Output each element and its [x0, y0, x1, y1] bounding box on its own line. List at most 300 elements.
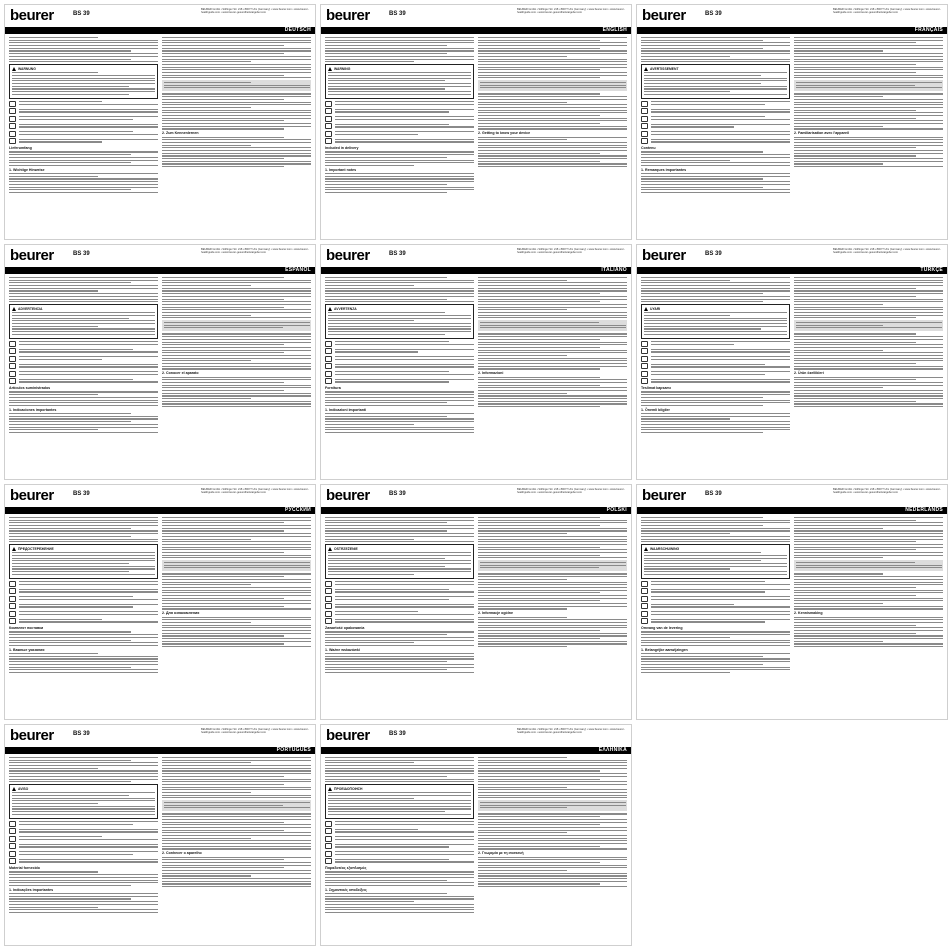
text-line: [794, 617, 943, 618]
text-line: [162, 865, 311, 866]
text-line: [478, 606, 627, 607]
language-bar: [321, 27, 631, 34]
text-line: [478, 110, 627, 111]
text-line: [162, 352, 284, 353]
text-line: [12, 312, 155, 313]
text-line: [794, 528, 883, 529]
text-line: [9, 290, 98, 291]
text-line: [335, 604, 474, 605]
symbol-row: [641, 108, 790, 114]
text-line: [19, 139, 158, 140]
text-line: [325, 645, 474, 646]
text-line: [162, 541, 311, 542]
symbol-icon: [9, 108, 16, 114]
text-line: [325, 397, 474, 398]
text-line: [12, 326, 98, 327]
left-column: [9, 517, 158, 716]
text-line: [328, 94, 471, 95]
text-line: [328, 331, 471, 332]
symbol-row: [641, 588, 790, 594]
language-bar: [5, 747, 315, 754]
text-line: [478, 293, 600, 294]
text-line: [325, 181, 474, 182]
text-line: [478, 40, 600, 41]
section-heading: Комплект поставки: [9, 625, 44, 630]
text-line: [478, 555, 600, 556]
text-line: [478, 280, 567, 281]
text-line: [162, 363, 311, 364]
symbol-row: [641, 596, 790, 602]
section-heading: 2. Informazioni: [478, 371, 504, 376]
text-line: [478, 406, 600, 407]
text-line: [164, 82, 252, 83]
text-line: [478, 307, 627, 308]
text-line: [162, 104, 311, 105]
text-line: [19, 596, 133, 597]
language-label: ΕΛΛΗΝΙΚΑ: [598, 747, 627, 753]
language-bar: [321, 267, 631, 274]
symbol-row: [9, 341, 158, 347]
warning-triangle-icon: [644, 547, 648, 551]
text-line: [478, 72, 627, 73]
text-line: [641, 165, 790, 166]
warning-triangle-icon: [328, 67, 332, 71]
text-line: [478, 37, 627, 38]
text-line: [325, 656, 474, 657]
text-line: [9, 151, 158, 152]
text-line: [641, 522, 790, 523]
text-line: [478, 166, 627, 167]
text-line: [641, 151, 763, 152]
text-line: [12, 568, 155, 569]
text-line: [335, 821, 474, 822]
left-column: [325, 757, 474, 942]
text-line: [478, 382, 627, 383]
language-bar: [321, 507, 631, 514]
text-line: [9, 165, 158, 166]
section-heading: Lieferumfang: [9, 145, 32, 150]
text-line: [19, 614, 158, 615]
text-line: [794, 385, 943, 386]
text-line: [19, 829, 158, 830]
symbol-row: [325, 363, 474, 369]
text-line: [335, 851, 474, 852]
warning-box: [641, 544, 790, 579]
text-line: [641, 530, 790, 531]
text-line: [12, 86, 129, 87]
text-line: [644, 83, 761, 84]
symbol-row: [641, 603, 790, 609]
symbol-icon: [325, 116, 332, 122]
warning-label: WARNING: [334, 66, 351, 71]
text-line: [335, 124, 449, 125]
symbol-row: [9, 828, 158, 834]
text-line: [478, 773, 627, 774]
text-line: [162, 102, 311, 103]
panel-header: [637, 245, 947, 267]
text-line: [651, 619, 790, 620]
language-bar: [5, 267, 315, 274]
text-line: [162, 539, 251, 540]
text-line: [162, 307, 284, 308]
text-line: [480, 567, 600, 568]
text-line: [478, 827, 627, 828]
text-line: [794, 352, 943, 353]
symbol-icon: [325, 356, 332, 362]
text-line: [478, 760, 627, 761]
text-line: [796, 87, 942, 88]
text-line: [651, 351, 790, 352]
text-line: [794, 137, 943, 138]
left-column: [325, 37, 474, 236]
text-line: [162, 787, 311, 788]
company-address: BEURER GmbH • Söflinger Str. 218 • 89077 Ulm (Germany) • www.beurer.com • www.beurer-healthguide.com • www.beurer-gesundheitsratgeber.com: [517, 8, 625, 15]
text-line: [651, 126, 734, 127]
text-line: [162, 126, 311, 127]
text-line: [794, 530, 943, 531]
text-line: [478, 377, 600, 378]
text-line: [644, 552, 761, 553]
text-line: [19, 109, 158, 110]
text-line: [651, 366, 790, 367]
text-line: [335, 591, 474, 592]
text-line: [12, 328, 155, 329]
symbol-row: [641, 371, 790, 377]
text-line: [651, 349, 790, 350]
text-line: [478, 592, 600, 593]
symbol-row: [325, 603, 474, 609]
text-line: [162, 592, 311, 593]
text-line: [325, 45, 447, 46]
warning-header: [12, 67, 155, 71]
text-line: [651, 101, 790, 102]
text-line: [478, 576, 627, 577]
symbol-icon: [641, 123, 648, 129]
brand-logo: beurer: [642, 7, 686, 24]
language-panel-7: [320, 484, 632, 720]
left-column: [9, 37, 158, 236]
warning-label: AVERTISSEMENT: [650, 66, 679, 71]
text-line: [641, 517, 763, 518]
text-line: [9, 421, 131, 422]
text-line: [162, 873, 311, 874]
text-line: [644, 563, 787, 564]
text-line: [794, 309, 943, 310]
text-line: [644, 80, 787, 81]
text-line: [164, 327, 284, 328]
text-line: [641, 637, 730, 638]
warning-box: [325, 784, 474, 819]
text-line: [325, 762, 414, 763]
text-line: [162, 342, 311, 343]
text-line: [162, 312, 311, 313]
symbol-row: [9, 138, 158, 144]
text-line: [651, 134, 790, 135]
language-bar: [5, 507, 315, 514]
text-columns: [637, 34, 947, 239]
text-line: [325, 773, 474, 774]
symbol-icon: [9, 123, 16, 129]
text-line: [9, 533, 158, 534]
text-line: [478, 878, 627, 879]
text-line: [162, 840, 311, 841]
text-line: [162, 96, 311, 97]
text-line: [162, 42, 311, 43]
model-number: BS 39: [389, 11, 406, 17]
text-line: [162, 625, 311, 626]
symbol-row: [325, 116, 474, 122]
text-line: [12, 334, 155, 335]
text-line: [641, 642, 790, 643]
text-line: [641, 539, 790, 540]
text-line: [19, 379, 133, 380]
language-label: PORTUGUES: [276, 747, 311, 753]
symbol-row: [9, 618, 158, 624]
text-line: [9, 280, 158, 281]
text-line: [162, 280, 311, 281]
text-line: [19, 356, 158, 357]
text-line: [651, 371, 790, 372]
text-line: [325, 157, 447, 158]
text-line: [325, 640, 474, 641]
text-line: [335, 621, 474, 622]
symbol-row: [641, 116, 790, 122]
model-number: BS 39: [389, 251, 406, 257]
symbol-icon: [325, 821, 332, 827]
text-line: [162, 816, 311, 817]
text-line: [325, 432, 474, 433]
text-line: [325, 427, 474, 428]
symbol-icon: [325, 611, 332, 617]
text-line: [325, 658, 474, 659]
text-line: [325, 178, 474, 179]
section-heading: 1. Önemli bilgiler: [641, 407, 670, 412]
text-line: [162, 757, 311, 758]
section-heading: Omvang van de levering: [641, 625, 683, 630]
text-line: [794, 635, 943, 636]
text-line: [19, 611, 158, 612]
symbol-icon: [9, 131, 16, 137]
symbol-icon: [325, 378, 332, 384]
symbol-row: [325, 843, 474, 849]
text-line: [478, 779, 600, 780]
text-line: [328, 795, 471, 796]
text-line: [325, 394, 474, 395]
language-panel-9: [4, 724, 316, 946]
text-line: [478, 339, 600, 340]
text-line: [794, 342, 916, 343]
text-line: [644, 320, 787, 321]
text-line: [794, 608, 943, 609]
symbol-icon: [641, 341, 648, 347]
text-line: [478, 158, 627, 159]
text-line: [644, 558, 787, 559]
language-label: DEUTSCH: [284, 27, 311, 33]
text-line: [651, 111, 790, 112]
text-line: [328, 312, 445, 313]
text-line: [478, 50, 627, 51]
symbol-icon: [641, 348, 648, 354]
text-line: [478, 784, 627, 785]
text-line: [9, 296, 158, 297]
text-line: [651, 596, 790, 597]
text-line: [794, 555, 943, 556]
text-line: [794, 166, 943, 167]
text-line: [478, 379, 627, 380]
text-line: [19, 584, 158, 585]
text-line: [162, 158, 284, 159]
text-line: [641, 405, 763, 406]
text-line: [478, 789, 627, 790]
text-line: [480, 565, 626, 566]
text-line: [641, 669, 790, 670]
text-line: [335, 141, 474, 142]
text-line: [644, 72, 787, 73]
section-heading: 1. Wichtige Hinweise: [9, 167, 45, 172]
text-line: [9, 154, 131, 155]
language-bar: [637, 267, 947, 274]
text-line: [9, 634, 158, 635]
text-line: [478, 886, 627, 887]
language-bar: [321, 747, 631, 754]
panel-header: [5, 5, 315, 27]
text-line: [478, 393, 567, 394]
text-line: [796, 567, 942, 568]
text-line: [9, 187, 158, 188]
text-line: [328, 326, 471, 327]
text-line: [794, 576, 943, 577]
text-line: [478, 819, 627, 820]
brand-logo: beurer: [326, 7, 370, 24]
section-heading: 2. Ürün özellikleri: [794, 371, 824, 376]
text-line: [19, 141, 102, 142]
text-line: [335, 836, 474, 837]
text-line: [9, 882, 158, 883]
right-column: [162, 757, 311, 942]
text-line: [9, 181, 158, 182]
text-line: [162, 608, 311, 609]
text-line: [641, 631, 790, 632]
text-line: [641, 173, 790, 174]
warning-header: [328, 67, 471, 71]
text-line: [794, 606, 943, 607]
panel-header: [5, 245, 315, 267]
text-line: [794, 633, 916, 634]
text-line: [12, 91, 155, 92]
symbol-icon: [325, 588, 332, 594]
text-line: [325, 642, 414, 643]
symbol-icon: [641, 371, 648, 377]
text-line: [9, 277, 158, 278]
text-line: [478, 625, 627, 626]
text-line: [325, 770, 474, 771]
text-line: [162, 822, 284, 823]
text-line: [335, 364, 474, 365]
text-line: [9, 173, 158, 174]
text-line: [162, 387, 311, 388]
text-line: [478, 104, 627, 105]
text-line: [794, 48, 943, 49]
text-line: [478, 862, 600, 863]
symbol-row: [9, 371, 158, 377]
text-line: [796, 325, 884, 326]
text-line: [641, 661, 790, 662]
text-line: [794, 107, 943, 108]
text-line: [794, 355, 943, 356]
text-line: [641, 45, 790, 46]
text-line: [19, 854, 133, 855]
text-line: [164, 562, 310, 563]
symbol-icon: [9, 116, 16, 122]
text-line: [162, 93, 311, 94]
language-panel-5: [636, 244, 948, 480]
text-line: [478, 315, 627, 316]
text-line: [478, 277, 627, 278]
text-line: [478, 67, 627, 68]
text-line: [641, 667, 790, 668]
warning-header: [644, 67, 787, 71]
text-line: [794, 549, 916, 550]
text-line: [9, 907, 98, 908]
symbol-icon: [9, 596, 16, 602]
text-line: [641, 429, 790, 430]
text-line: [162, 870, 311, 871]
text-line: [641, 525, 763, 526]
symbol-icon: [325, 101, 332, 107]
text-line: [9, 189, 131, 190]
text-line: [162, 153, 311, 154]
text-line: [794, 552, 943, 553]
text-line: [641, 533, 730, 534]
text-line: [641, 520, 790, 521]
text-line: [325, 525, 474, 526]
text-line: [644, 326, 787, 327]
text-line: [162, 773, 311, 774]
warning-label: ADVERTENCIA: [18, 306, 43, 311]
text-line: [794, 147, 916, 148]
section-heading: 2. Zum Kennenlernen: [162, 131, 199, 136]
text-line: [335, 356, 474, 357]
text-line: [325, 187, 474, 188]
text-line: [478, 643, 627, 644]
note-box: [162, 320, 311, 331]
text-line: [641, 40, 763, 41]
symbol-icon: [9, 611, 16, 617]
text-line: [12, 560, 155, 561]
text-line: [335, 831, 474, 832]
text-line: [162, 779, 311, 780]
text-line: [328, 83, 471, 84]
symbol-row: [325, 588, 474, 594]
text-line: [19, 604, 158, 605]
text-line: [478, 530, 627, 531]
text-line: [9, 656, 158, 657]
text-line: [325, 154, 474, 155]
symbol-icon: [325, 348, 332, 354]
text-line: [9, 762, 158, 763]
language-panel-10: [320, 724, 632, 946]
text-line: [162, 848, 311, 849]
text-line: [9, 299, 158, 300]
text-line: [478, 846, 600, 847]
symbol-row: [325, 618, 474, 624]
text-line: [794, 368, 943, 369]
text-line: [164, 567, 310, 568]
text-line: [478, 813, 627, 814]
language-label: ENGLISH: [602, 27, 627, 33]
text-line: [478, 155, 627, 156]
text-line: [794, 53, 943, 54]
